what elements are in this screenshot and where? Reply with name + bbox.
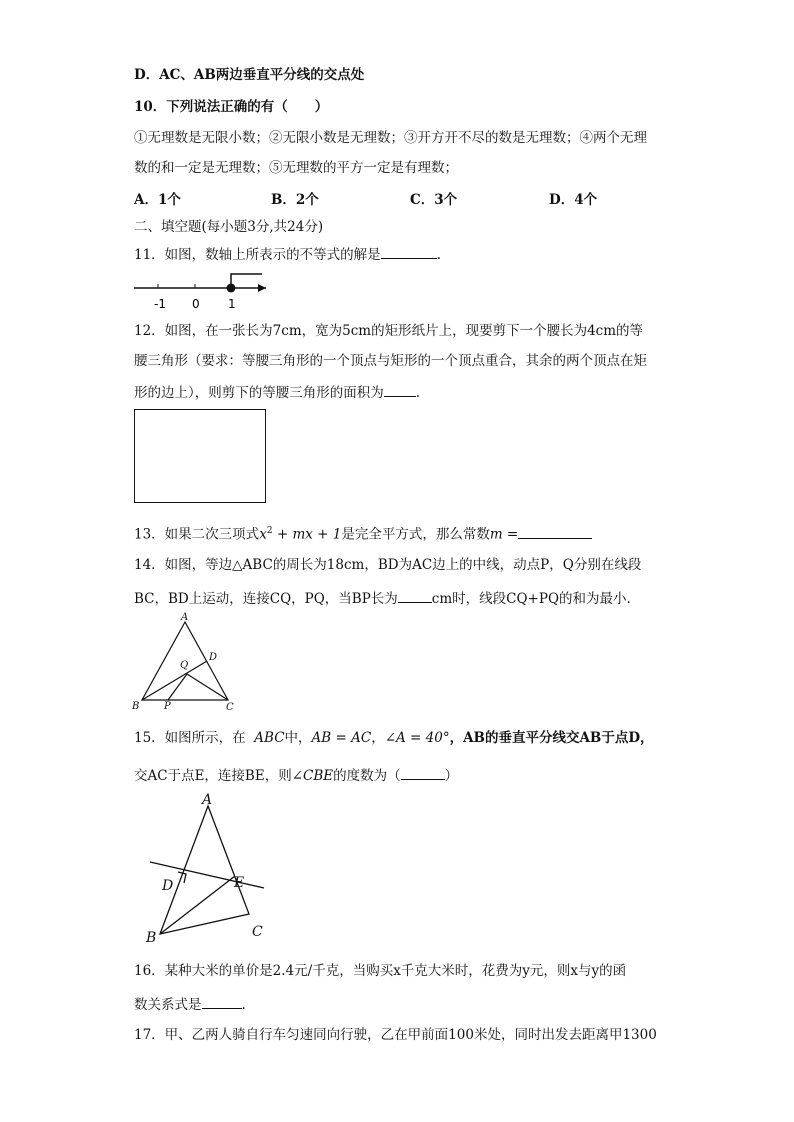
q13-mid: + mx + 1 bbox=[272, 526, 342, 543]
label-c2: C bbox=[252, 924, 263, 940]
triangle-abc-figure bbox=[130, 610, 240, 712]
q11-stem: 11．如图，数轴上所表示的不等式的解是 bbox=[134, 247, 381, 263]
q12-answer-blank bbox=[384, 382, 416, 397]
q15-abc: ABC bbox=[254, 730, 285, 746]
q14-answer-blank bbox=[398, 588, 432, 603]
label-q: Q bbox=[180, 660, 189, 671]
q15-line1-wrap bbox=[134, 729, 654, 747]
q13-prefix: 13．如果二次三项式 bbox=[134, 526, 260, 543]
solution-ray bbox=[231, 274, 262, 288]
q15-line2-wrap bbox=[134, 765, 458, 785]
q16-answer-blank bbox=[202, 994, 242, 1009]
q16-tail: . bbox=[241, 997, 246, 1013]
label-d: D bbox=[209, 652, 218, 663]
label-d2: D bbox=[162, 878, 174, 894]
label-b: B bbox=[132, 701, 140, 712]
label-1: 1 bbox=[228, 297, 236, 311]
q15-answer-blank bbox=[401, 765, 445, 780]
q16-line1: 16．某种大米的单价是2.4元/千克，当购买x千克大米时，花费为y元，则x与y的函 bbox=[134, 963, 627, 979]
segment-cq bbox=[187, 674, 228, 700]
q14-line2a: BC，BD上运动，连接CQ，PQ，当BP长为 bbox=[134, 591, 398, 607]
label-b2: B bbox=[146, 930, 157, 946]
q12-line3-wrap bbox=[134, 382, 420, 402]
q10-line2: 数的和一定是无理数；⑤无理数的平方一定是有理数； bbox=[134, 160, 458, 176]
q14-line2b: cm时，线段CQ+PQ的和为最小. bbox=[431, 591, 631, 607]
q13-suffix: 是完全平方式，那么常数 bbox=[341, 526, 490, 543]
label-0: 0 bbox=[192, 297, 200, 311]
q11-text bbox=[134, 244, 441, 264]
number-line-figure bbox=[134, 270, 274, 312]
q10-line1: ①无理数是无限小数；②无限小数是无理数；③开方开不尽的数是无理数；④两个无理 bbox=[134, 130, 647, 146]
q10-option-b: B．2个 bbox=[271, 192, 319, 208]
label-c: C bbox=[226, 702, 234, 712]
segment-pq bbox=[168, 674, 187, 700]
q10-option-a: A．1个 bbox=[134, 192, 181, 208]
triangle-abe-figure bbox=[134, 792, 274, 952]
q11-answer-blank bbox=[381, 244, 437, 259]
q13-wrap bbox=[134, 522, 592, 544]
q12-line2: 腰三角形（要求：等腰三角形的一个顶点与矩形的一个顶点重合，其余的两个顶点在矩 bbox=[134, 353, 647, 369]
q16-line2: 数关系式是 bbox=[134, 997, 202, 1013]
q12-line1: 12．如图，在一张长为7cm，宽为5cm的矩形纸片上，现要剪下一个腰长为4cm的等 bbox=[134, 323, 644, 339]
label-p: P bbox=[164, 701, 171, 712]
q15-line1a: 15．如图所示，在 bbox=[134, 730, 246, 746]
q15-eq2: ∠A = 40° bbox=[384, 730, 450, 746]
q13-x: x bbox=[259, 526, 267, 543]
label-neg1: -1 bbox=[154, 297, 166, 311]
number-line-arrow bbox=[258, 284, 266, 292]
q13-answer-blank bbox=[518, 524, 592, 539]
q11-tail: . bbox=[436, 247, 441, 263]
q9-option-d: D．AC、AB两边垂直平分线的交点处 bbox=[134, 67, 365, 83]
q15-line1d: ，AB的垂直平分线交AB于点D， bbox=[449, 730, 654, 746]
label-a: A bbox=[181, 612, 189, 623]
q15-angle: ∠CBE bbox=[291, 768, 334, 784]
rectangle-figure bbox=[134, 409, 266, 503]
q15-line1c: ， bbox=[371, 730, 385, 746]
q10-option-d: D．4个 bbox=[549, 192, 598, 208]
q12-line3: 形的边上），则剪下的等腰三角形的面积为 bbox=[134, 385, 384, 401]
q15-line2c: ） bbox=[444, 768, 459, 784]
q17-line1: 17．甲、乙两人骑自行车匀速同向行驶，乙在甲前面100米处，同时出发去距离甲1300 bbox=[134, 1027, 657, 1043]
q13-exp: 2 bbox=[266, 526, 273, 536]
q15-line1b: 中， bbox=[284, 730, 312, 746]
closed-dot bbox=[227, 284, 236, 293]
q14-line2-wrap bbox=[134, 588, 631, 608]
q16-line2-wrap bbox=[134, 994, 246, 1014]
q10-stem: 10．下列说法正确的有（ ） bbox=[134, 99, 329, 115]
q15-line2a: 交AC于点E，连接BE，则 bbox=[134, 768, 292, 784]
q12-tail: . bbox=[415, 385, 421, 401]
q15-eq1: AB = AC bbox=[311, 730, 372, 746]
section-title: 二、填空题(每小题3分,共24分) bbox=[134, 219, 324, 235]
q10-option-c: C．3个 bbox=[410, 192, 458, 208]
triangle-abc-2 bbox=[160, 806, 249, 934]
q15-line2b: 的度数为（ bbox=[333, 768, 401, 784]
q14-line1: 14．如图，等边△ABC的周长为18cm，BD为AC边上的中线，动点P，Q分别在线段 bbox=[134, 557, 642, 573]
q13-m-eq: m = bbox=[489, 526, 519, 543]
label-e2: E bbox=[234, 875, 245, 891]
label-a2: A bbox=[202, 792, 213, 808]
